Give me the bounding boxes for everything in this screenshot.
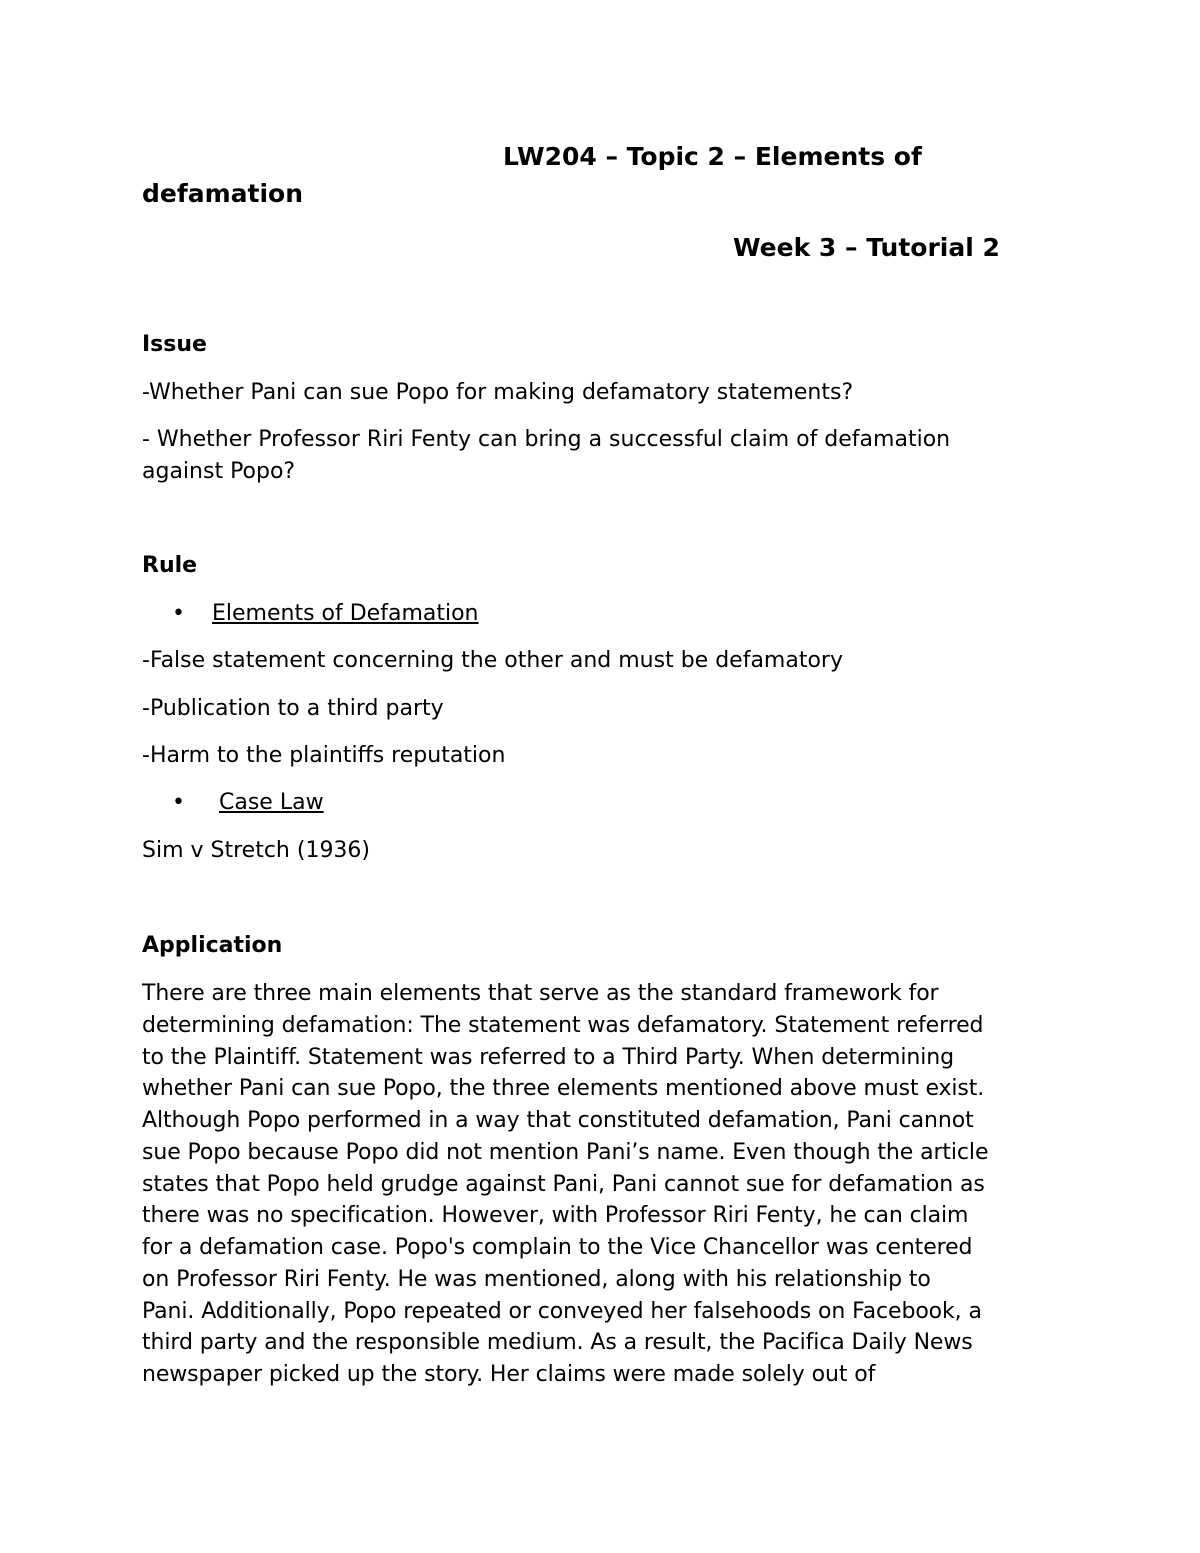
document-subtitle: Week 3 – Tutorial 2: [733, 233, 1000, 262]
case-citation: Sim v Stretch (1936): [142, 838, 371, 863]
application-heading: Application: [142, 933, 283, 958]
document-title-continued: defamation: [142, 179, 304, 208]
paragraph-line: on Professor Riri Fenty. He was mentioned, along with his relationship to: [142, 1266, 931, 1292]
bullet-icon: •: [172, 601, 185, 626]
paragraph-line: newspaper picked up the story. Her claims were made solely out of: [142, 1362, 876, 1387]
rule-item: -Harm to the plaintiffs reputation: [142, 743, 506, 768]
paragraph-line: states that Popo held grudge against Pani, Pani cannot sue for defamation as: [142, 1171, 985, 1197]
issue-heading: Issue: [142, 332, 207, 357]
issue-line: -Whether Pani can sue Popo for making defamatory statements?: [142, 380, 854, 405]
paragraph-line: sue Popo because Popo did not mention Pani’s name. Even though the article: [142, 1139, 989, 1165]
paragraph-line: Pani. Additionally, Popo repeated or conveyed her falsehoods on Facebook, a: [142, 1298, 982, 1324]
bullet-elements-of-defamation: Elements of Defamation: [212, 601, 479, 626]
paragraph-line: for a defamation case. Popo's complain to the Vice Chancellor was centered: [142, 1235, 973, 1260]
document-title: LW204 – Topic 2 – Elements of: [503, 142, 922, 171]
paragraph-line: determining defamation: The statement was defamatory. Statement referred: [142, 1012, 984, 1038]
issue-line: against Popo?: [142, 459, 296, 484]
bullet-case-law: Case Law: [219, 790, 324, 815]
paragraph-line: whether Pani can sue Popo, the three elements mentioned above must exist.: [142, 1076, 985, 1102]
rule-item: -False statement concerning the other and must be defamatory: [142, 648, 843, 673]
paragraph-line: Although Popo performed in a way that constituted defamation, Pani cannot: [142, 1108, 974, 1133]
issue-line: - Whether Professor Riri Fenty can bring a successful claim of defamation: [142, 427, 951, 452]
paragraph-line: third party and the responsible medium. As a result, the Pacifica Daily News: [142, 1330, 973, 1356]
paragraph-line: there was no specification. However, with Professor Riri Fenty, he can claim: [142, 1203, 969, 1229]
rule-item: -Publication to a third party: [142, 696, 444, 721]
paragraph-line: to the Plaintiff. Statement was referred to a Third Party. When determining: [142, 1044, 954, 1070]
paragraph-line: There are three main elements that serve as the standard framework for: [142, 981, 939, 1006]
bullet-icon: •: [172, 790, 185, 815]
rule-heading: Rule: [142, 553, 198, 578]
